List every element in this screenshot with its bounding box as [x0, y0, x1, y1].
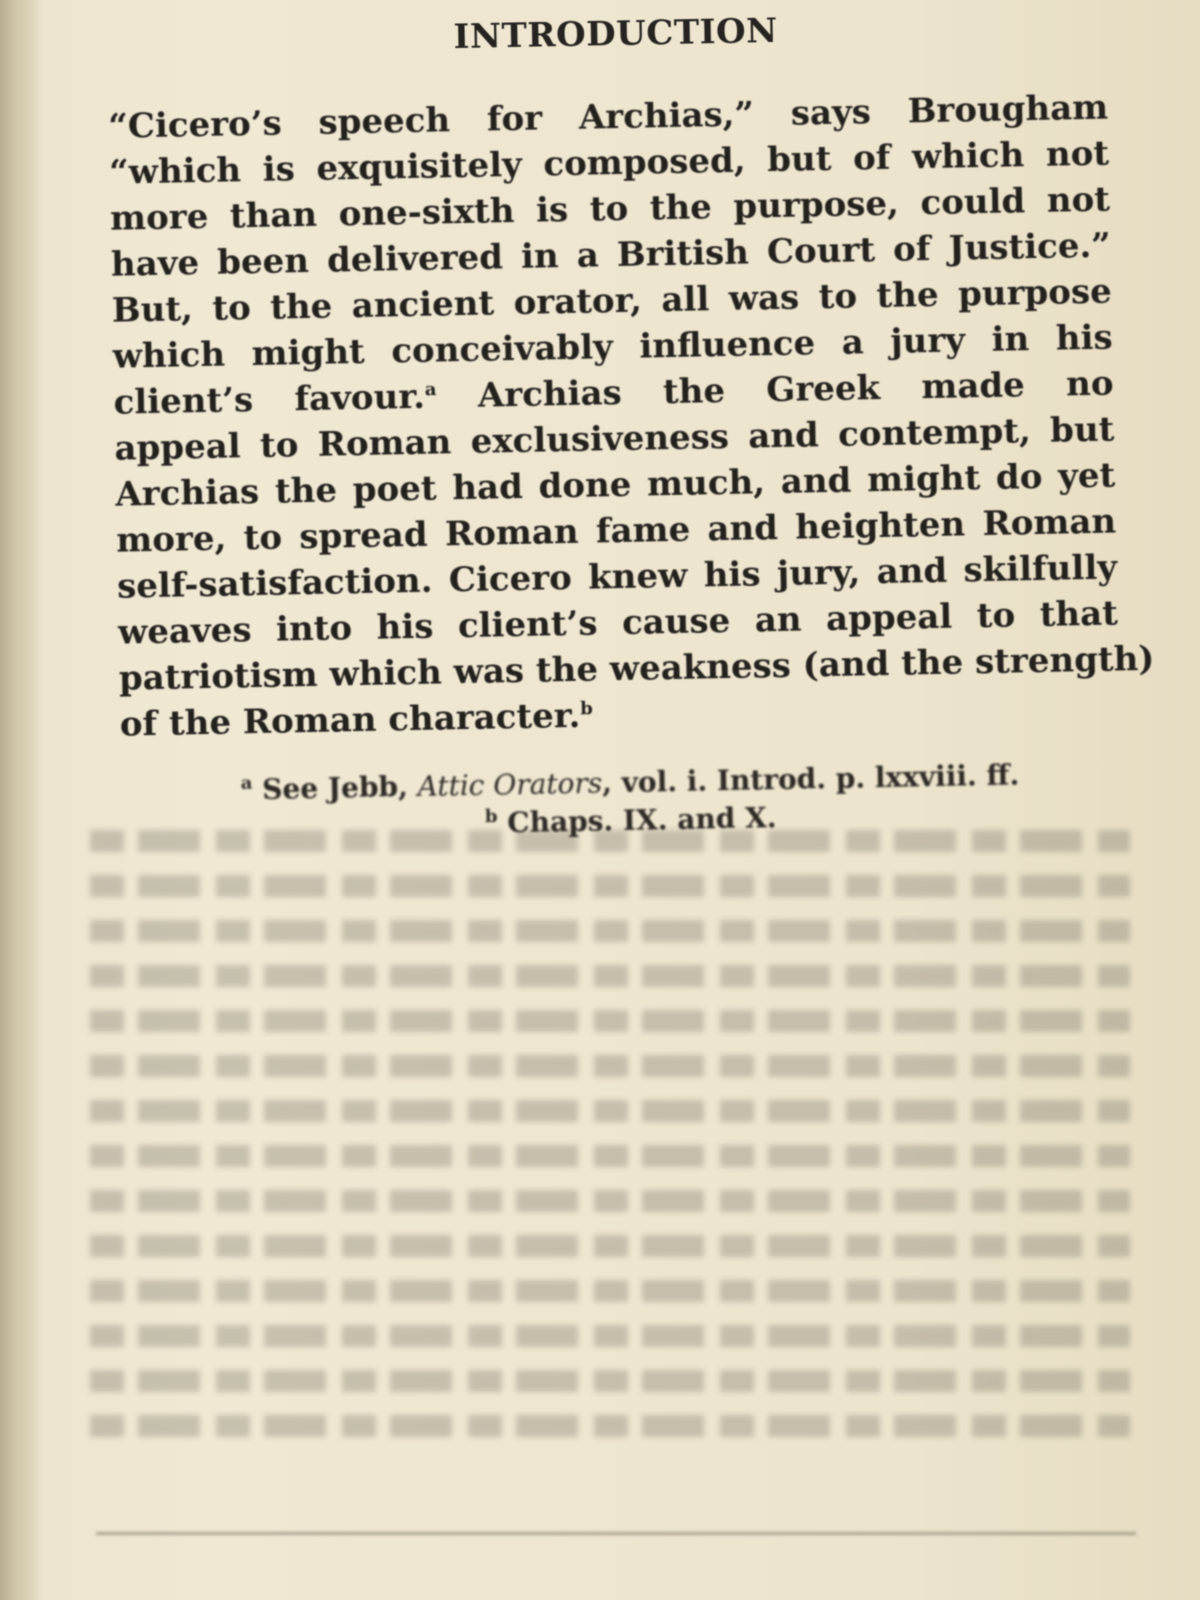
footnote-a-mark: a [240, 772, 253, 794]
body-line: weaves into his client’s cause an appeal to that [117, 593, 1119, 653]
footnote-b-text: Chaps. IX. and X. [507, 801, 777, 840]
body-line: which might conceivably influence a jury in his [112, 317, 1113, 377]
body-line: Archias the poet had done much, and might do yet [115, 455, 1116, 515]
body-line: more, to spread Roman fame and heighten Roman [115, 501, 1117, 561]
bottom-rule [96, 1532, 1136, 1535]
show-through-text [90, 830, 1130, 1510]
footnote-b-mark: b [484, 806, 498, 828]
body-line: “Cicero’s speech for Archias,” says Brougham [107, 87, 1109, 147]
body-line: patriotism which was the weakness (and the strength) [118, 638, 1155, 699]
body-line: have been delivered in a British Court of Justice.” [110, 225, 1112, 285]
body-line: more than one-sixth is to the purpose, could not [109, 179, 1111, 239]
footnote-a-text: See Jebb, [261, 769, 418, 806]
body-paragraph [107, 85, 1155, 748]
footnote-mark-a: a [424, 379, 437, 401]
body-line-segment: Archias the Greek made no [436, 363, 1114, 417]
footnote-mark-b: b [579, 698, 593, 720]
body-line-segment: of the Roman character. [119, 695, 581, 745]
footnote-a-title: Attic Orators [417, 766, 603, 803]
body-line: “which is exquisitely composed, but of which not [108, 133, 1110, 193]
footnote-a-ref: , vol. i. Introd. p. lxxviii. ff. [601, 758, 1020, 800]
body-line-segment: client’s favour. [113, 376, 426, 423]
body-line: self-satisfaction. Cicero knew his jury, and skilfully [116, 547, 1118, 607]
running-head: INTRODUCTION [453, 10, 779, 58]
body-line: appeal to Roman exclusiveness and contempt, but [114, 409, 1115, 469]
book-gutter-shadow [0, 0, 44, 1600]
body-line: But, to the ancient orator, all was to the purpose [111, 271, 1113, 331]
